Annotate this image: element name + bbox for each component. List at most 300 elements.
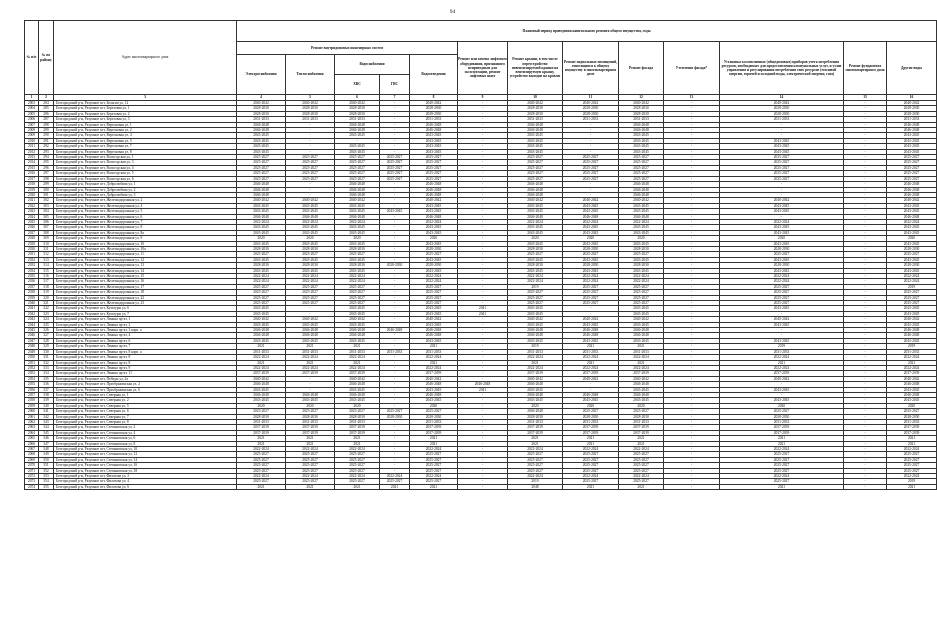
table-cell: 2025-2027: [563, 165, 619, 170]
table-cell: -: [664, 182, 720, 187]
table-cell: 2028-2030: [887, 111, 937, 116]
table-cell: 2040-2042: [887, 376, 937, 381]
table-cell: -: [664, 387, 720, 392]
table-cell: -: [458, 111, 508, 116]
table-cell: 2046-2048: [508, 333, 563, 338]
table-cell: 2025-2027: [720, 295, 844, 300]
table-cell: 317: [39, 279, 54, 284]
column-number: 2: [39, 95, 54, 101]
table-cell: -: [844, 149, 887, 154]
table-cell: 2025-2027: [508, 176, 563, 181]
table-cell: 2037-2039: [563, 371, 619, 376]
table-cell: 345: [39, 430, 54, 435]
table-cell: 2028-2030: [380, 414, 410, 419]
table-cell: 2025-2027: [563, 463, 619, 468]
table-cell: 313: [39, 257, 54, 262]
table-cell: 2069: [25, 457, 39, 462]
table-cell: 2022-2024: [887, 474, 937, 479]
table-cell: 2022-2024: [563, 279, 619, 284]
table-cell: -: [458, 376, 508, 381]
table-cell: 2041: [458, 387, 508, 392]
header-engineering: Ремонт внутридомовых инженерных систем: [237, 42, 458, 55]
table-cell: -: [458, 225, 508, 230]
address-cell: Белгородский р-н, Разумное пгт, Березовая ул, 3: [54, 117, 237, 122]
table-cell: -: [664, 468, 720, 473]
table-cell: -: [380, 198, 410, 203]
table-cell: 2022-2024: [237, 447, 286, 452]
table-cell: 336: [39, 382, 54, 387]
table-cell: 329: [39, 344, 54, 349]
table-cell: 2057: [25, 392, 39, 397]
table-cell: -: [380, 101, 410, 106]
table-cell: -: [380, 138, 410, 143]
table-cell: 331: [39, 355, 54, 360]
table-cell: -: [380, 192, 410, 197]
table-cell: -: [844, 279, 887, 284]
table-cell: 2066: [25, 441, 39, 446]
table-cell: 2043-2045: [887, 230, 937, 235]
table-cell: 2046-2048: [237, 392, 286, 397]
table-cell: 2025-2027: [410, 295, 458, 300]
table-cell: -: [458, 398, 508, 403]
table-cell: 2031-2033: [335, 117, 380, 122]
table-cell: -: [458, 279, 508, 284]
table-cell: -: [380, 128, 410, 133]
table-cell: 2040-2042: [619, 376, 664, 381]
table-cell: 2025-2027: [887, 165, 937, 170]
table-cell: 2043-2045: [410, 230, 458, 235]
table-cell: 325: [39, 322, 54, 327]
table-cell: 2025-2027: [335, 176, 380, 181]
table-cell: 2025-2027: [237, 479, 286, 484]
table-cell: 2022-2024: [237, 365, 286, 370]
table-cell: 2043-2045: [720, 387, 844, 392]
column-number: 12: [619, 95, 664, 101]
table-cell: 2025-2027: [335, 463, 380, 468]
table-cell: 309: [39, 236, 54, 241]
table-cell: 2038: [25, 290, 39, 295]
address-cell: Белгородский р-н, Разумное пгт, Железнодорожная ул, 16: [54, 279, 237, 284]
table-cell: 2021: [887, 484, 937, 489]
table-cell: 2028-2030: [508, 111, 563, 116]
table-cell: -: [664, 138, 720, 143]
table-cell: 2025-2027: [286, 457, 335, 462]
address-cell: Белгородский р-н, Разумное пгт, Степановская ул, 14: [54, 457, 237, 462]
table-cell: -: [380, 311, 410, 316]
table-cell: 2043-2045: [720, 230, 844, 235]
table-cell: 2040-2042: [410, 376, 458, 381]
table-cell: 346: [39, 436, 54, 441]
table-cell: -: [844, 403, 887, 408]
table-cell: 2043-2045: [410, 322, 458, 327]
table-cell: 2019: [887, 479, 937, 484]
table-cell: 2043-2045: [563, 338, 619, 343]
table-cell: 333: [39, 365, 54, 370]
table-cell: 2046-2048: [508, 328, 563, 333]
table-cell: 2043-2045: [286, 203, 335, 208]
table-cell: 2031-2033: [237, 419, 286, 424]
table-cell: 2037-2039: [563, 430, 619, 435]
table-cell: 2040-2042: [508, 376, 563, 381]
table-cell: -: [380, 295, 410, 300]
table-cell: 2046-2048: [508, 128, 563, 133]
table-cell: 2046-2048: [619, 392, 664, 397]
table-cell: 2025-2027: [563, 160, 619, 165]
table-cell: 2021: [619, 484, 664, 489]
header-hvs: ХВС: [335, 75, 380, 95]
table-cell: 2043-2045: [508, 387, 563, 392]
table-cell: 2043-2045: [237, 311, 286, 316]
table-cell: 298: [39, 176, 54, 181]
table-cell: 2046-2048: [887, 182, 937, 187]
table-cell: 2051: [25, 360, 39, 365]
table-cell: 2020: [563, 403, 619, 408]
table-cell: -: [664, 376, 720, 381]
table-cell: 2040-2042: [286, 101, 335, 106]
table-cell: -: [844, 230, 887, 235]
table-cell: 2025-2027: [508, 463, 563, 468]
table-cell: 2020: [887, 403, 937, 408]
table-cell: 2025-2027: [720, 284, 844, 289]
table-cell: 2046-2048: [508, 192, 563, 197]
address-cell: Белгородский р-н, Разумное пгт, Филатова ул, 6: [54, 484, 237, 489]
table-cell: 2043-2045: [887, 306, 937, 311]
table-cell: -: [286, 149, 335, 154]
table-cell: -: [458, 441, 508, 446]
table-cell: 2022-2024: [335, 274, 380, 279]
table-cell: 2031-2033: [237, 349, 286, 354]
table-cell: -: [664, 392, 720, 397]
column-number: 11: [563, 95, 619, 101]
table-cell: 2025-2027: [720, 171, 844, 176]
table-cell: 2046-2048: [508, 182, 563, 187]
address-cell: Белгородский р-н, Разумное пгт, Железнодорожная ул, 23: [54, 301, 237, 306]
table-cell: 2028-2030: [720, 414, 844, 419]
table-cell: 350: [39, 457, 54, 462]
table-cell: 2025-2027: [619, 301, 664, 306]
table-cell: 2035: [25, 274, 39, 279]
table-cell: 2025-2027: [286, 160, 335, 165]
address-cell: Белгородский р-н, Разумное пгт, Вересковая ул, 1: [54, 122, 237, 127]
table-cell: 2040-2042: [508, 198, 563, 203]
table-cell: 2041: [458, 311, 508, 316]
table-cell: 312: [39, 252, 54, 257]
table-cell: 2043-2045: [887, 241, 937, 246]
table-cell: 2053: [25, 371, 39, 376]
table-cell: -: [664, 155, 720, 160]
table-cell: 2043-2045: [720, 241, 844, 246]
table-cell: -: [844, 257, 887, 262]
address-cell: Белгородский р-н, Разумное пгт, Филатова ул, 2: [54, 474, 237, 479]
table-cell: -: [458, 447, 508, 452]
table-cell: -: [844, 263, 887, 268]
table-cell: -: [380, 149, 410, 154]
table-cell: -: [286, 122, 335, 127]
table-cell: 2043-2045: [619, 225, 664, 230]
table-cell: -: [664, 117, 720, 122]
table-cell: 2031-2033: [286, 349, 335, 354]
table-cell: -: [844, 409, 887, 414]
table-cell: 335: [39, 376, 54, 381]
table-cell: 340: [39, 403, 54, 408]
address-cell: Белгородский р-н, Разумное пгт, Северная ул, 2: [54, 398, 237, 403]
table-cell: 2046-2048: [410, 328, 458, 333]
table-cell: 2058: [25, 398, 39, 403]
table-cell: -: [664, 338, 720, 343]
table-cell: 2028-2030: [335, 111, 380, 116]
table-cell: 289: [39, 128, 54, 133]
address-cell: Белгородский р-н, Разумное пгт, Степановская ул, 8: [54, 441, 237, 446]
table-cell: 2025-2027: [619, 284, 664, 289]
table-cell: 2028-2030: [720, 111, 844, 116]
table-cell: 2025-2027: [380, 155, 410, 160]
table-cell: -: [844, 479, 887, 484]
table-cell: 2043-2045: [619, 209, 664, 214]
table-cell: 2015: [25, 165, 39, 170]
table-cell: -: [664, 403, 720, 408]
table-cell: 2043-2045: [237, 268, 286, 273]
table-cell: 2040-2042: [410, 317, 458, 322]
table-cell: 2043-2045: [410, 133, 458, 138]
table-cell: -: [664, 219, 720, 224]
table-cell: -: [844, 138, 887, 143]
table-cell: -: [844, 274, 887, 279]
table-cell: -: [720, 333, 844, 338]
address-cell: Белгородский р-н, Разумное пгт, Железнодорожная ул, 11: [54, 252, 237, 257]
table-cell: -: [664, 355, 720, 360]
table-cell: -: [664, 457, 720, 462]
table-cell: 2025-2027: [286, 290, 335, 295]
table-cell: -: [380, 241, 410, 246]
header-facade: Ремонт фасада: [619, 42, 664, 95]
table-cell: 2025-2027: [508, 457, 563, 462]
table-cell: -: [664, 257, 720, 262]
table-cell: 2040-2042: [563, 101, 619, 106]
table-cell: -: [720, 182, 844, 187]
table-cell: -: [458, 144, 508, 149]
table-cell: 315: [39, 268, 54, 273]
table-cell: 2021: [410, 360, 458, 365]
table-cell: 2064: [25, 430, 39, 435]
table-cell: 2043-2045: [619, 241, 664, 246]
table-cell: 2025-2027: [237, 301, 286, 306]
address-cell: Белгородский р-н, Разумное пгт, Северная ул, 1: [54, 392, 237, 397]
table-cell: 2043-2045: [887, 387, 937, 392]
table-cell: 2025-2027: [237, 468, 286, 473]
table-cell: 2028-2030: [410, 111, 458, 116]
address-cell: Белгородский р-н, Разумное пгт, Железнодорожная ул, 12: [54, 257, 237, 262]
table-cell: -: [844, 387, 887, 392]
table-cell: 2043-2045: [887, 209, 937, 214]
table-cell: 2025-2027: [237, 295, 286, 300]
table-cell: -: [458, 452, 508, 457]
table-cell: 2021: [380, 484, 410, 489]
table-cell: 2028-2030: [286, 246, 335, 251]
table-cell: 2025-2027: [335, 479, 380, 484]
table-cell: -: [380, 274, 410, 279]
table-cell: 2036: [25, 279, 39, 284]
table-cell: 2022-2024: [508, 365, 563, 370]
table-cell: -: [844, 171, 887, 176]
column-number: 13: [664, 95, 720, 101]
table-cell: 2039: [25, 295, 39, 300]
table-cell: -: [844, 187, 887, 192]
table-cell: 2004: [25, 106, 39, 111]
header-basement: Ремонт подвальных помещений, относящихся к общему имуществу в многоквартирном доме: [563, 42, 619, 95]
table-cell: -: [844, 209, 887, 214]
address-cell: Белгородский р-н, Разумное пгт, Степановская ул, 12: [54, 452, 237, 457]
table-cell: -: [664, 187, 720, 192]
address-cell: Белгородский р-н, Разумное пгт, Железнодорожная ул, 4: [54, 203, 237, 208]
table-cell: -: [844, 155, 887, 160]
table-cell: -: [664, 236, 720, 241]
table-cell: -: [664, 284, 720, 289]
table-cell: -: [380, 392, 410, 397]
table-cell: 2043-2045: [237, 306, 286, 311]
table-cell: 2043-2045: [237, 203, 286, 208]
table-cell: 2046-2048: [335, 382, 380, 387]
table-cell: -: [720, 311, 844, 316]
table-header: [25, 21, 937, 101]
table-cell: -: [563, 133, 619, 138]
table-cell: -: [458, 425, 508, 430]
table-cell: 2046-2048: [887, 392, 937, 397]
table-cell: 2025-2027: [237, 457, 286, 462]
table-cell: 2025-2027: [237, 252, 286, 257]
table-cell: 2025-2027: [237, 290, 286, 295]
table-cell: 2040-2042: [237, 376, 286, 381]
table-cell: -: [664, 274, 720, 279]
table-cell: 2043-2045: [286, 230, 335, 235]
table-cell: -: [380, 306, 410, 311]
address-cell: Белгородский р-н, Разумное пгт, Добролюбова ул, 1: [54, 182, 237, 187]
table-cell: 2046-2048: [410, 192, 458, 197]
table-cell: 2033: [25, 263, 39, 268]
address-cell: Белгородский р-н, Разумное пгт, Вересковая ул, 5: [54, 138, 237, 143]
table-cell: 2021: [286, 441, 335, 446]
table-cell: 2025-2027: [286, 176, 335, 181]
table-cell: 2043-2045: [410, 268, 458, 273]
table-cell: -: [458, 171, 508, 176]
table-cell: -: [844, 128, 887, 133]
table-cell: 2043-2045: [887, 398, 937, 403]
table-cell: -: [844, 290, 887, 295]
table-cell: 2025-2027: [619, 171, 664, 176]
table-cell: 2028-2030: [508, 263, 563, 268]
table-cell: 2022-2024: [286, 274, 335, 279]
table-cell: -: [458, 484, 508, 489]
table-cell: -: [380, 203, 410, 208]
table-cell: 2028-2030: [237, 111, 286, 116]
table-cell: 2043-2045: [508, 311, 563, 316]
table-cell: 2061: [25, 414, 39, 419]
column-number: 5: [286, 95, 335, 101]
table-cell: -: [380, 403, 410, 408]
table-cell: 2022-2024: [720, 279, 844, 284]
table-cell: 2031-2033: [410, 117, 458, 122]
table-cell: 320: [39, 295, 54, 300]
table-cell: 2043-2045: [720, 203, 844, 208]
table-cell: 2021: [887, 436, 937, 441]
table-cell: 2049: [25, 349, 39, 354]
table-cell: 2025-2027: [237, 165, 286, 170]
table-cell: -: [844, 425, 887, 430]
table-cell: 302: [39, 198, 54, 203]
table-cell: 2021: [720, 360, 844, 365]
table-cell: 2022-2024: [887, 355, 937, 360]
table-cell: 2022-2024: [335, 447, 380, 452]
table-cell: -: [380, 182, 410, 187]
address-cell: Белгородский р-н, Разумное пгт, Ленина пр-кт, 8: [54, 360, 237, 365]
table-cell: 2043-2045: [720, 306, 844, 311]
header-other: Другие виды: [887, 42, 937, 95]
table-cell: -: [844, 447, 887, 452]
table-cell: 323: [39, 311, 54, 316]
table-cell: -: [458, 192, 508, 197]
table-cell: 2043-2045: [410, 144, 458, 149]
table-cell: 2022-2024: [619, 279, 664, 284]
address-cell: Белгородский р-н, Разумное пгт, Добролюбова ул, 3: [54, 192, 237, 197]
table-cell: -: [844, 338, 887, 343]
table-cell: -: [664, 479, 720, 484]
table-cell: -: [286, 387, 335, 392]
table-cell: -: [458, 457, 508, 462]
table-cell: -: [286, 128, 335, 133]
header-drainage: Водоотведения: [410, 55, 458, 95]
table-cell: 2019: [25, 187, 39, 192]
table-cell: 2025-2027: [335, 160, 380, 165]
column-number: 4: [237, 95, 286, 101]
header-period: Плановый период проведения капитального ремонта общего имущества, годы: [237, 21, 937, 42]
table-cell: 2043-2045: [380, 209, 410, 214]
table-cell: 2046-2048: [237, 128, 286, 133]
table-cell: 2028-2030: [237, 246, 286, 251]
table-cell: -: [380, 187, 410, 192]
table-cell: 2046-2048: [887, 128, 937, 133]
table-cell: -: [563, 138, 619, 143]
table-cell: 342: [39, 414, 54, 419]
table-cell: 2043-2045: [508, 241, 563, 246]
table-cell: 2040-2042: [335, 198, 380, 203]
table-cell: 2022-2024: [286, 219, 335, 224]
table-cell: -: [286, 182, 335, 187]
table-cell: 2021: [720, 484, 844, 489]
table-cell: 2019: [887, 344, 937, 349]
table-cell: -: [664, 484, 720, 489]
table-cell: 2037-2039: [563, 425, 619, 430]
table-cell: 2022-2024: [563, 447, 619, 452]
table-cell: -: [286, 382, 335, 387]
table-cell: -: [563, 311, 619, 316]
table-cell: 2025-2027: [508, 171, 563, 176]
table-cell: 2025-2027: [619, 457, 664, 462]
table-cell: 2017: [25, 176, 39, 181]
table-cell: 2041: [458, 306, 508, 311]
table-cell: -: [664, 414, 720, 419]
table-cell: 2031-2033: [237, 117, 286, 122]
table-cell: 2026: [25, 225, 39, 230]
table-cell: 2020: [720, 403, 844, 408]
table-cell: 2028-2030: [410, 414, 458, 419]
table-cell: 2028-2030: [335, 263, 380, 268]
table-cell: 297: [39, 171, 54, 176]
table-cell: 2063: [25, 425, 39, 430]
table-cell: -: [664, 474, 720, 479]
table-cell: 2025-2027: [508, 301, 563, 306]
table-cell: 2043-2045: [335, 311, 380, 316]
table-cell: 2021: [887, 441, 937, 446]
table-cell: 303: [39, 203, 54, 208]
